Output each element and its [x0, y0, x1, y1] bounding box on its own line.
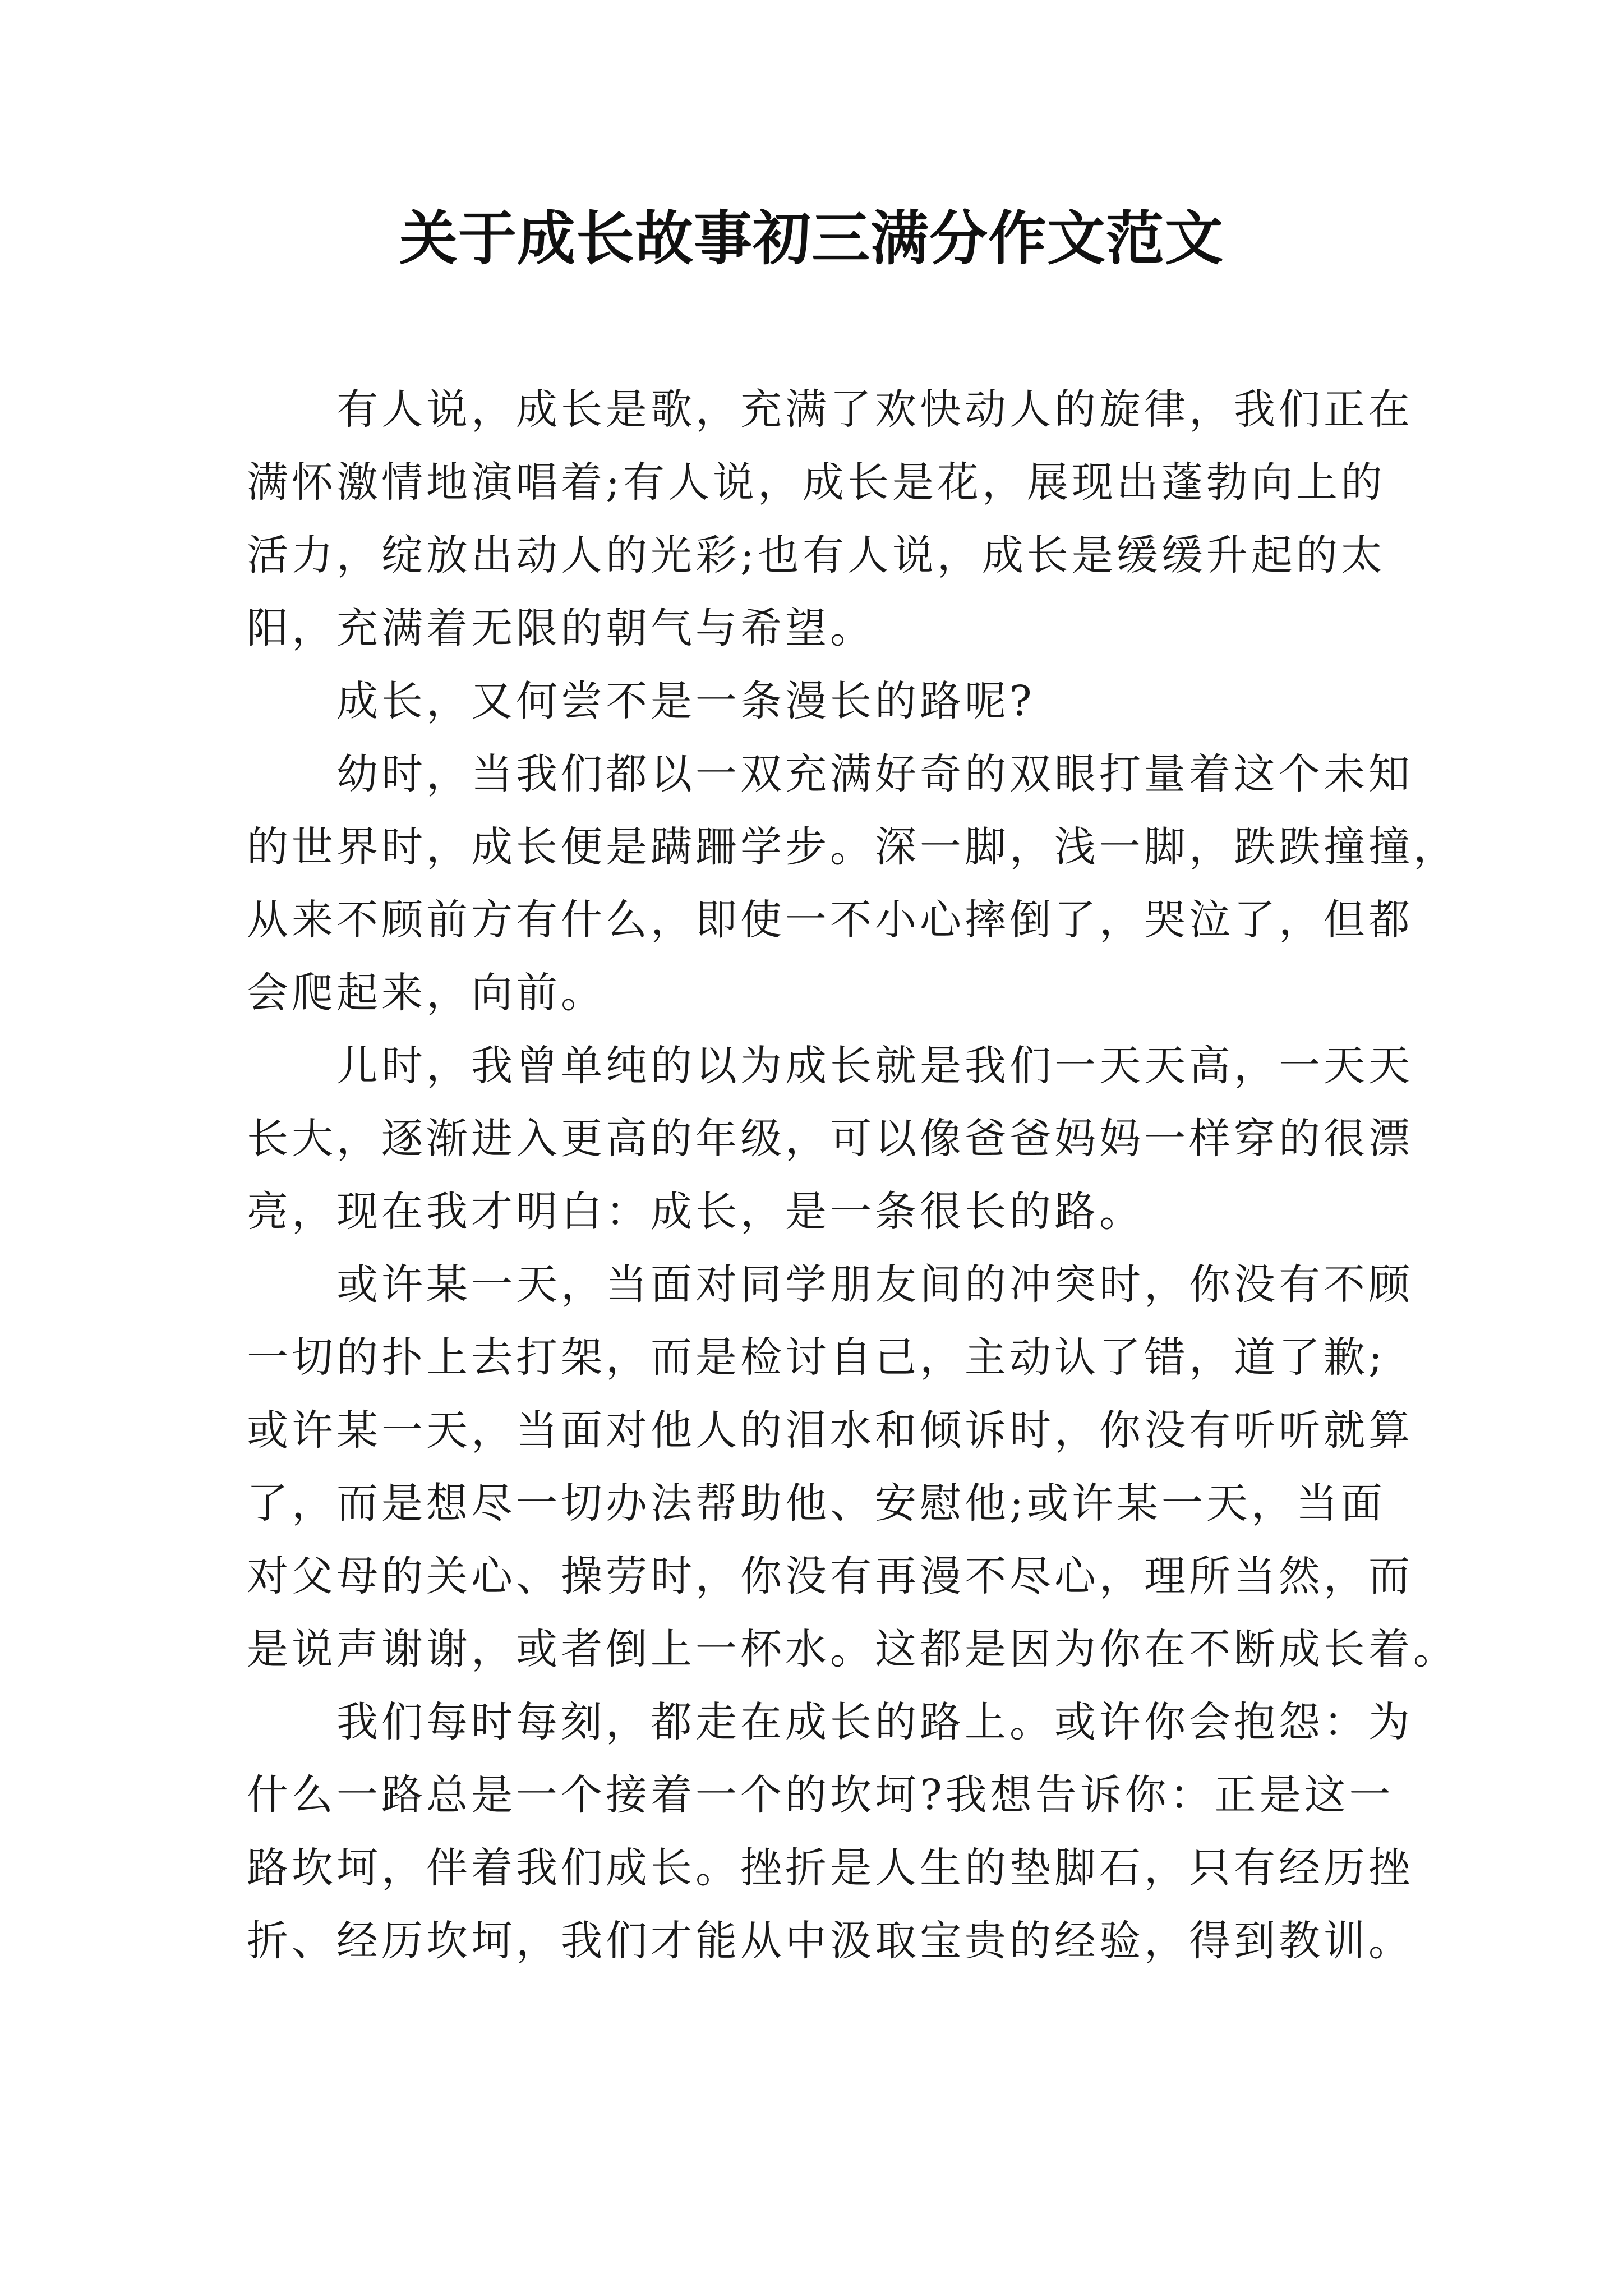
- paragraph-1: [247, 373, 1413, 665]
- paragraph-line: 儿时，我曾单纯的以为成长就是我们一天天高，一天天: [336, 1042, 1413, 1090]
- paragraph-3: [247, 738, 1458, 1029]
- paragraph-line: 是说声谢谢，或者倒上一杯水。这都是因为你在不断成长着。: [247, 1625, 1458, 1673]
- paragraph-line: 一切的扑上去打架，而是检讨自己，主动认了错，道了歉;: [247, 1333, 1386, 1382]
- paragraph-line: 我们每时每刻，都走在成长的路上。或许你会抱怨：为: [336, 1698, 1413, 1746]
- paragraph-line: 有人说，成长是歌，充满了欢快动人的旋律，我们正在: [336, 385, 1413, 434]
- paragraph-line: 了，而是想尽一切办法帮助他、安慰他;或许某一天，当面: [247, 1479, 1386, 1527]
- paragraph-5: [247, 1248, 1458, 1686]
- paragraph-line: 对父母的关心、操劳时，你没有再漫不尽心，理所当然，而: [247, 1552, 1413, 1600]
- paragraph-line: 折、经历坎坷，我们才能从中汲取宝贵的经验，得到教训。: [247, 1917, 1413, 1965]
- document-title: 关于成长故事初三满分作文范文: [399, 204, 1224, 273]
- paragraph-line: 长大，逐渐进入更高的年级，可以像爸爸妈妈一样穿的很漂: [247, 1115, 1413, 1163]
- paragraph-line: 阳，充满着无限的朝气与希望。: [247, 604, 875, 652]
- paragraph-line: 的世界时，成长便是蹒跚学步。深一脚，浅一脚，跌跌撞撞，: [247, 823, 1458, 871]
- paragraph-line: 活力，绽放出动人的光彩;也有人说，成长是缓缓升起的太: [247, 531, 1386, 579]
- paragraph-line: 亮，现在我才明白：成长，是一条很长的路。: [247, 1188, 1144, 1236]
- paragraph-line: 从来不顾前方有什么，即使一不小心摔倒了，哭泣了，但都: [247, 896, 1413, 944]
- paragraph-line: 或许某一天，当面对他人的泪水和倾诉时，你没有听听就算: [247, 1406, 1413, 1455]
- paragraph-2: [247, 665, 1391, 738]
- paragraph-line: 成长，又何尝不是一条漫长的路呢?: [336, 677, 1035, 725]
- paragraph-line: 或许某一天，当面对同学朋友间的冲突时，你没有不顾: [336, 1260, 1413, 1309]
- paragraph-line: 幼时，当我们都以一双充满好奇的双眼打量着这个未知: [336, 750, 1413, 798]
- paragraph-line: 什么一路总是一个接着一个的坎坷?我想告诉你：正是这一: [247, 1771, 1394, 1819]
- paragraph-line: 会爬起来，向前。: [247, 969, 606, 1017]
- document-body: [247, 373, 1458, 1977]
- paragraph-line: 满怀激情地演唱着;有人说，成长是花，展现出蓬勃向上的: [247, 458, 1386, 507]
- paragraph-line: 路坎坷，伴着我们成长。挫折是人生的垫脚石，只有经历挫: [247, 1844, 1413, 1892]
- paragraph-6: [247, 1686, 1413, 1977]
- paragraph-4: [247, 1029, 1413, 1248]
